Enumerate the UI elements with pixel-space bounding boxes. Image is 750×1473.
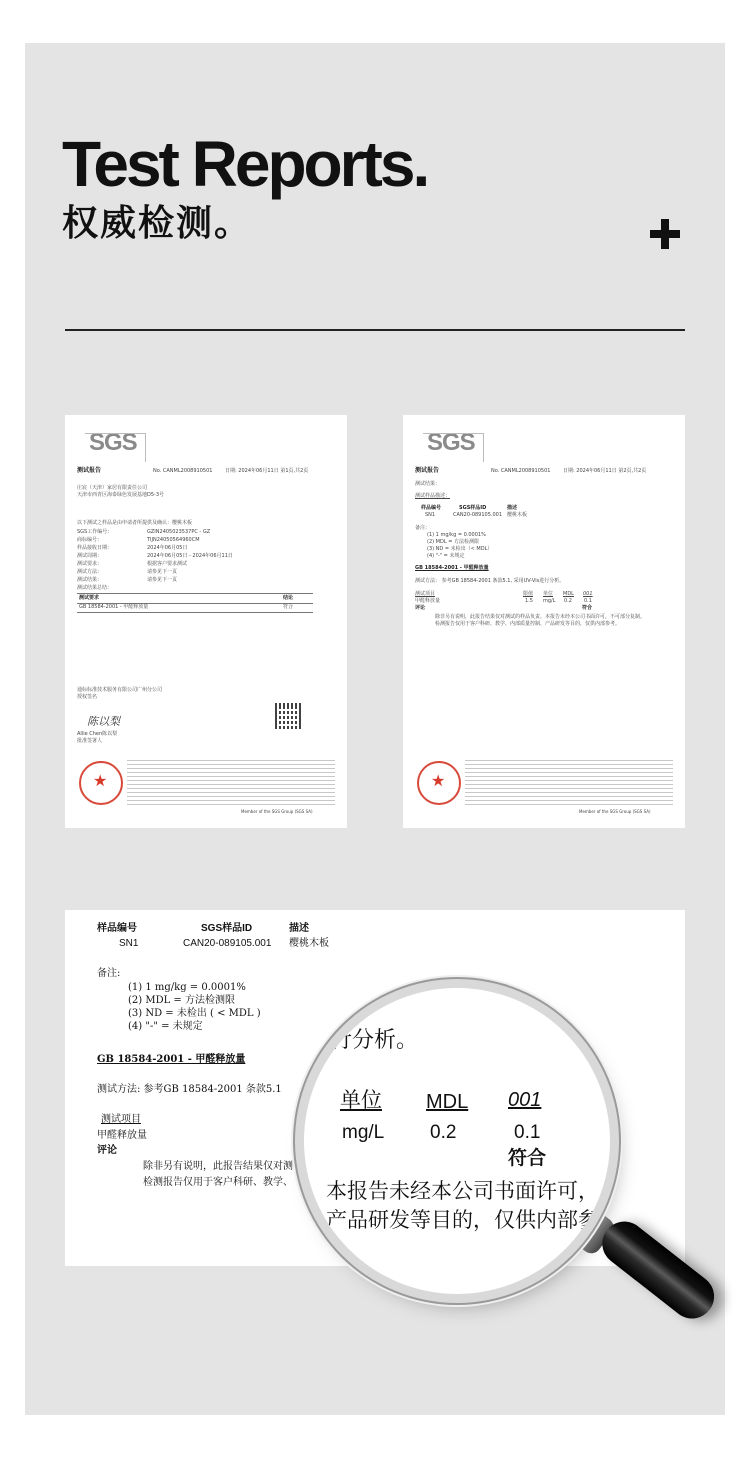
disclaimer-line: 检测报告仅用于客户科研、教学、内部质量控制、产品研发等目的，仅供内部参考。 [435, 621, 621, 627]
note-item: (2) MDL = 方法检测限 [128, 995, 235, 1006]
magnified-text: 行分析。 [330, 1028, 419, 1053]
report-thumbnail-page-1[interactable] [65, 415, 347, 828]
magnified-mdl-value: 0.2 [430, 1122, 457, 1143]
cell: 0.2 [564, 598, 572, 604]
field-label: 样品接收日期： [77, 545, 113, 551]
note-item: (4) "-" = 未规定 [427, 553, 465, 559]
col-header: 限值 [523, 591, 534, 597]
signer-title: 批准签署人 [77, 738, 103, 744]
report-date: 日期: 2024年06月11日 第2页,共2页 [563, 468, 647, 474]
report-number: No. CANML2008910501 [491, 468, 551, 474]
cell: CAN20-089105.001 [453, 512, 503, 518]
table-cell: GB 18584-2001 - 甲醛释放量 [79, 604, 149, 610]
doc-title: 测试报告 [415, 467, 440, 474]
cell: 甲醛释放量 [415, 598, 441, 604]
standard-title: GB 18584-2001 - 甲醛释放量 [97, 1054, 246, 1065]
page-subtitle: 权威检测。 [62, 203, 253, 244]
company-name: 通标标准技术服务有限公司广州分公司 [77, 687, 163, 693]
magnified-line-2: 产品研发等目的，仅供内部参 [326, 1208, 599, 1232]
report-thumbnail-page-2[interactable] [403, 415, 685, 828]
disclaimer-line: 除非另有说明，此报告结果仅对测 [143, 1161, 293, 1172]
comment-label: 评论 [415, 605, 426, 611]
notes-label: 备注: [97, 968, 121, 979]
notes-label: 备注： [415, 525, 431, 531]
col-header: 描述 [507, 505, 518, 511]
note-item: (3) ND = 未检出（< MDL） [427, 546, 493, 552]
test-item-value: 甲醛释放量 [97, 1130, 147, 1141]
field-value: GZIN2405023537PC - GZ [147, 529, 211, 535]
plus-icon[interactable] [650, 219, 680, 249]
field-value: 请参见下一页 [147, 569, 178, 575]
sgs-logo: SGS [89, 429, 137, 456]
field-label: 测试要求： [77, 561, 103, 567]
table-header: 测试要求 [79, 595, 100, 601]
results-label: 测试结果： [415, 481, 441, 487]
auth-signature-label: 授权签名 [77, 694, 98, 700]
field-label: 测试结果： [77, 577, 103, 583]
table-header: 结论 [283, 595, 294, 601]
disclaimer-line: 检测报告仅用于客户科研、教学、 [143, 1177, 293, 1188]
report-date: 日期: 2024年06月11日 第1页,共2页 [225, 468, 309, 474]
table-cell: 符合 [283, 604, 294, 610]
terms-fine-print [465, 759, 673, 805]
field-value: 根据客户要求测试 [147, 561, 188, 567]
field-label: 测试周期： [77, 553, 103, 559]
magnified-unit-value: mg/L [342, 1122, 385, 1143]
col-header: 单位 [543, 591, 554, 597]
col-header-desc: 描述 [289, 923, 309, 934]
field-label: 测试方法： [77, 569, 103, 575]
field-label: SGS工作编号： [77, 529, 113, 535]
report-number: No. CANML2008910501 [153, 468, 213, 474]
client-address: 天津市西青区海泰绿色发展基地D5-3号 [77, 492, 165, 498]
disclaimer-line: 除非另有说明，此报告结果仅对测试的样品负责。本报告未经本公司书面许可，不可部分复制。 [435, 614, 646, 620]
magnified-sample-value: 0.1 [514, 1122, 541, 1143]
magnifier-lens [304, 988, 610, 1294]
col-header: 001 [583, 591, 593, 597]
field-value: 请参见下一页 [147, 577, 178, 583]
magnified-mdl-header: MDL [426, 1091, 469, 1113]
cell: 1.5 [525, 598, 533, 604]
col-header: 测试项目 [415, 591, 436, 597]
company-seal-stamp [417, 761, 461, 805]
cell-sample-no: SN1 [119, 938, 139, 949]
magnified-unit-header: 单位 [340, 1088, 382, 1112]
note-item: (4) "-" = 未规定 [128, 1021, 203, 1032]
sgs-logo: SGS [427, 429, 475, 456]
col-header-sample-no: 样品编号 [97, 923, 137, 934]
company-seal-stamp [79, 761, 123, 805]
cell-desc: 樱桃木板 [289, 938, 329, 949]
field-value: 2024年06月05日 - 2024年06月11日 [147, 553, 233, 559]
col-header: MDL [563, 591, 574, 597]
page-title: Test Reports. [62, 128, 428, 200]
cell: SN1 [425, 512, 436, 518]
note-item: (3) ND = 未检出 ( < MDL ) [128, 1008, 261, 1019]
test-item-header: 测试项目 [101, 1114, 141, 1125]
test-method: 测试方法： 参考GB 18584-2001 条款5.1, 采用UV-Vis进行分析。 [415, 578, 565, 584]
sgs-member-text: Member of the SGS Group (SGS SA) [241, 809, 313, 814]
magnified-verdict: 符合 [508, 1147, 547, 1169]
note-item: (2) MDL = 方法检测限 [427, 539, 479, 545]
summary-label: 测试结果总结： [77, 585, 113, 591]
cell: mg/L [543, 598, 556, 604]
field-value: 2024年06月05日 [147, 545, 188, 551]
field-label: 商标编号： [77, 537, 103, 543]
note-item: (1) 1 mg/kg = 0.0001% [427, 532, 486, 538]
doc-title: 测试报告 [77, 467, 102, 474]
table-rule [77, 593, 313, 594]
col-header-sgs-id: SGS样品ID [201, 923, 253, 934]
col-header: SGS样品ID [459, 505, 487, 511]
signer-name: Allie Chen陈以梨 [77, 731, 118, 737]
client-name: 庄宸（天津）家居有限责任公司 [77, 485, 148, 491]
cell: 0.1 [584, 598, 592, 604]
comment-label: 评论 [97, 1145, 117, 1156]
col-header: 样品编号 [421, 505, 442, 511]
sample-desc-label: 测试样品描述： [415, 493, 451, 499]
magnified-sample-header: 001 [508, 1089, 542, 1111]
qr-code[interactable] [275, 703, 301, 729]
standard-title: GB 18584-2001 - 甲醛释放量 [415, 565, 489, 571]
note-item: (1) 1 mg/kg = 0.0001% [128, 982, 246, 993]
table-rule [77, 612, 313, 613]
cell-sgs-id: CAN20-089105.001 [183, 938, 272, 949]
test-method: 测试方法: 参考GB 18584-2001 条款5.1 [97, 1084, 282, 1095]
intro-text: 以下测试之样品是由申请者所提供及确认：樱桃木板 [77, 520, 193, 526]
handwritten-signature: 陈以梨 [87, 715, 120, 728]
magnified-line-1: 本报告未经本公司书面许可， [326, 1179, 599, 1203]
verdict: 符合 [582, 605, 593, 611]
terms-fine-print [127, 759, 335, 805]
divider [65, 329, 685, 331]
sgs-member-text: Member of the SGS Group (SGS SA) [579, 809, 651, 814]
field-value: TIJN24050564960CM [147, 537, 200, 543]
cell: 樱桃木板 [507, 512, 528, 518]
